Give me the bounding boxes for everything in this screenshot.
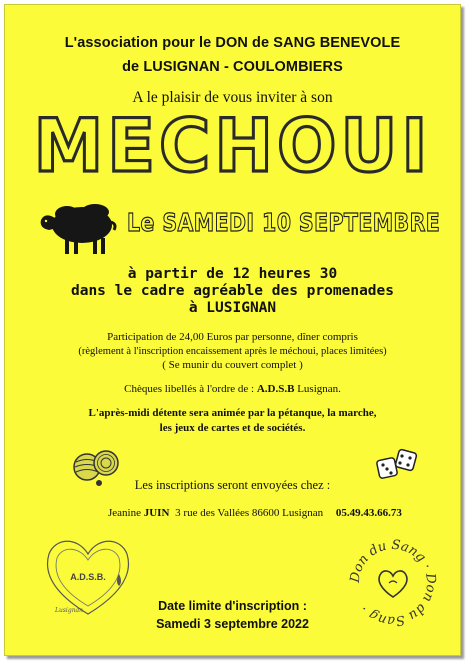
don-du-sang-logo <box>345 535 441 631</box>
afternoon-line-2: les jeux de cartes et de sociétés. <box>159 422 306 434</box>
don-du-sang-ring-text: Don du Sang · Don du Sang · <box>347 537 439 629</box>
start-time: à partir de 12 heures 30 <box>127 266 338 282</box>
contact-last-name: JUIN <box>143 507 170 519</box>
cheques-payee: A.D.S.B <box>256 383 295 395</box>
contact-phone: 05.49.43.66.73 <box>335 507 402 519</box>
deadline-line-1: Date limite d'inscription : <box>158 599 307 613</box>
cheques-suffix: Lusignan. <box>294 383 341 395</box>
deadline-line-2: Samedi 3 septembre 2022 <box>156 617 309 631</box>
contact-address: 3 rue des Vallées 86600 Lusignan <box>175 507 324 519</box>
venue-line: dans le cadre agréable des promenades <box>70 283 394 299</box>
participation-line-1: Participation de 24,00 Euros par personne, dîner compris <box>107 331 358 343</box>
heart-logo-city: Lusignan <box>55 607 83 614</box>
inscriptions-heading: Les inscriptions seront envoyées chez : <box>134 478 331 492</box>
sheep-illustration <box>37 200 117 258</box>
event-title: MECHOUI <box>33 102 432 190</box>
association-line-1: L'association pour le DON de SANG BENEVOLE <box>64 35 401 51</box>
participation-line-3: ( Se munir du couvert complet ) <box>162 359 303 371</box>
participation-line-2: (règlement à l'inscription encaissement après le méchoui, places limitées) <box>78 346 387 357</box>
afternoon-line-1: L'après-midi détente sera animée par la pétanque, la marche, <box>88 407 377 419</box>
flyer-page <box>4 4 461 656</box>
association-line-2: de LUSIGNAN - COULOMBIERS <box>122 59 343 75</box>
heart-logo-text: A.D.S.B. <box>70 572 106 582</box>
contact-first-name: Jeanine <box>108 507 144 519</box>
city-line: à LUSIGNAN <box>188 300 277 316</box>
svg-text:Don du Sang · Don du Sang · <box>348 538 439 628</box>
event-date: Le SAMEDI 10 SEPTEMBRE <box>127 208 441 237</box>
invitation-text: A le plaisir de vous inviter à son <box>132 89 333 106</box>
cheques-line <box>5 383 460 397</box>
cheques-prefix: Chèques libellés à l'ordre de : <box>124 383 257 395</box>
contact-line <box>108 507 402 519</box>
